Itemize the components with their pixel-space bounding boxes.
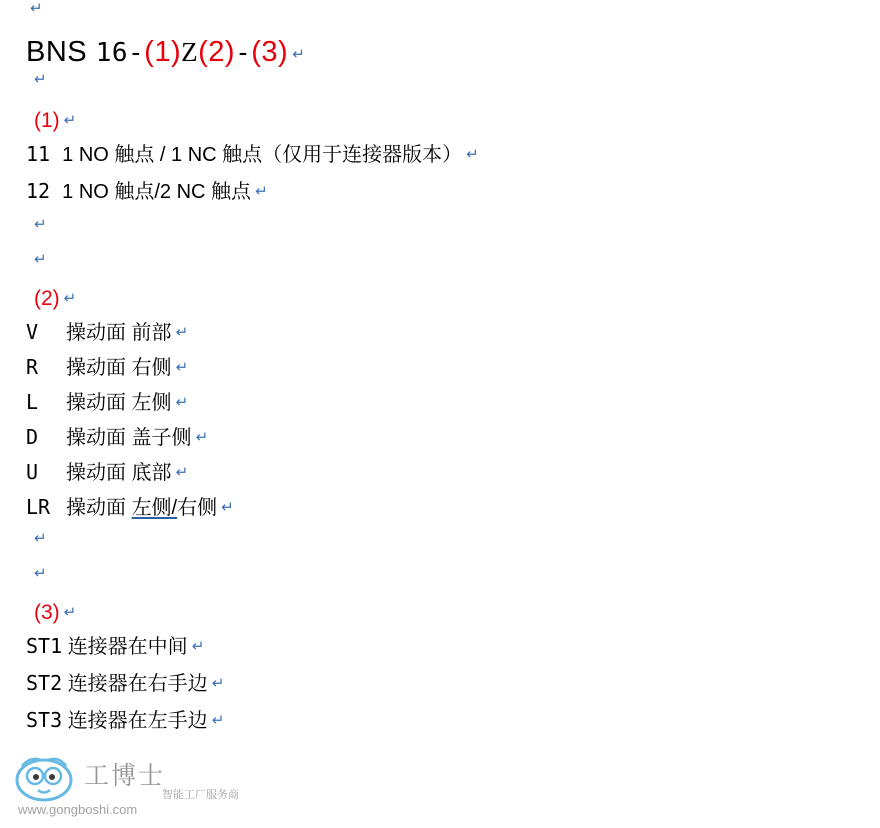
option-code: 11	[26, 142, 51, 166]
option-text: 操动面 前部	[66, 322, 172, 344]
document-body	[26, 0, 866, 747]
paragraph-mark-icon: ↵	[175, 395, 189, 411]
list-item	[26, 392, 866, 427]
option-code: V	[26, 320, 39, 344]
option-text-link[interactable]: 左侧/	[131, 497, 178, 519]
paragraph-mark-icon: ↵	[175, 325, 189, 341]
blank-line	[26, 532, 866, 567]
option-code: LR	[26, 495, 51, 519]
list-item	[26, 673, 866, 710]
paragraph-mark-icon: ↵	[195, 430, 209, 446]
watermark	[8, 750, 278, 824]
paragraph-mark-icon: ↵	[30, 1, 43, 17]
blank-line	[26, 567, 866, 602]
paragraph-mark-icon: ↵	[63, 291, 77, 307]
paragraph-mark-icon: ↵	[191, 639, 205, 655]
top-paragraph-mark-row	[26, 0, 866, 24]
paragraph-mark-icon: ↵	[211, 713, 225, 729]
paragraph-mark-icon: ↵	[466, 147, 479, 163]
paragraph-mark-icon: ↵	[175, 465, 189, 481]
option-text: 操动面 盖子侧	[66, 427, 192, 449]
list-item	[26, 322, 866, 357]
paragraph-mark-icon: ↵	[34, 252, 47, 268]
option-text-suffix: 右侧	[177, 497, 218, 519]
option-code: R	[26, 355, 39, 379]
option-text: 1 NO 触点 / 1 NC 触点（仅用于连接器版本）	[62, 144, 463, 166]
page-title	[26, 38, 866, 67]
paragraph-mark-icon: ↵	[221, 500, 234, 516]
list-item	[26, 462, 866, 497]
paragraph-mark-icon: ↵	[292, 47, 306, 63]
option-code: 12	[26, 179, 51, 203]
option-text: 操动面 底部	[66, 462, 172, 484]
option-code: ST3	[26, 708, 63, 732]
option-code: ST2	[26, 671, 63, 695]
title-model: 16-	[95, 38, 145, 68]
paragraph-mark-icon: ↵	[34, 217, 47, 233]
paragraph-mark-icon: ↵	[175, 360, 189, 376]
paragraph-mark-icon: ↵	[34, 72, 47, 88]
list-item	[26, 357, 866, 392]
option-text: 1 NO 触点/2 NC 触点	[62, 181, 252, 203]
option-code: ST1	[26, 634, 63, 658]
paragraph-mark-icon: ↵	[34, 566, 47, 582]
list-item	[26, 144, 866, 181]
paragraph-mark-icon: ↵	[255, 184, 268, 200]
list-item	[26, 427, 866, 462]
title-ref-1: (1)	[144, 36, 182, 68]
option-text: 连接器在右手边	[67, 673, 208, 695]
title-prefix: BNS	[26, 36, 88, 68]
watermark-url: www.gongboshi.com	[18, 802, 138, 817]
title-letter: Z	[181, 37, 199, 67]
title-ref-2: (2)	[198, 36, 236, 68]
option-code: L	[26, 390, 39, 414]
paragraph-mark-icon: ↵	[63, 113, 77, 129]
option-text: 操动面 左侧	[66, 392, 172, 414]
paragraph-mark-icon: ↵	[63, 605, 77, 621]
list-item	[26, 636, 866, 673]
section-marker-label: (2)	[34, 287, 60, 310]
list-item	[26, 181, 866, 218]
option-text: 操动面 右侧	[66, 357, 172, 379]
section-marker-label: (3)	[34, 601, 60, 624]
mascot-logo-icon	[14, 752, 78, 802]
section-marker-3	[26, 602, 866, 636]
paragraph-mark-icon: ↵	[211, 676, 225, 692]
watermark-brand: 工博士	[84, 763, 166, 790]
blank-line	[26, 73, 866, 110]
section-marker-label: (1)	[34, 109, 60, 132]
title-ref-3: (3)	[251, 36, 289, 68]
list-item	[26, 710, 866, 747]
option-text: 连接器在左手边	[67, 710, 208, 732]
section-marker-1	[26, 110, 866, 144]
paragraph-mark-icon: ↵	[34, 531, 47, 547]
list-item	[26, 497, 866, 532]
option-code: D	[26, 425, 39, 449]
option-text-prefix: 操动面	[66, 497, 132, 519]
option-text: 连接器在中间	[67, 636, 188, 658]
blank-line	[26, 218, 866, 253]
option-code: U	[26, 460, 39, 484]
blank-line	[26, 253, 866, 288]
watermark-subtitle: 智能工厂服务商	[162, 789, 239, 801]
section-marker-2	[26, 288, 866, 322]
title-dash: -	[235, 38, 252, 68]
